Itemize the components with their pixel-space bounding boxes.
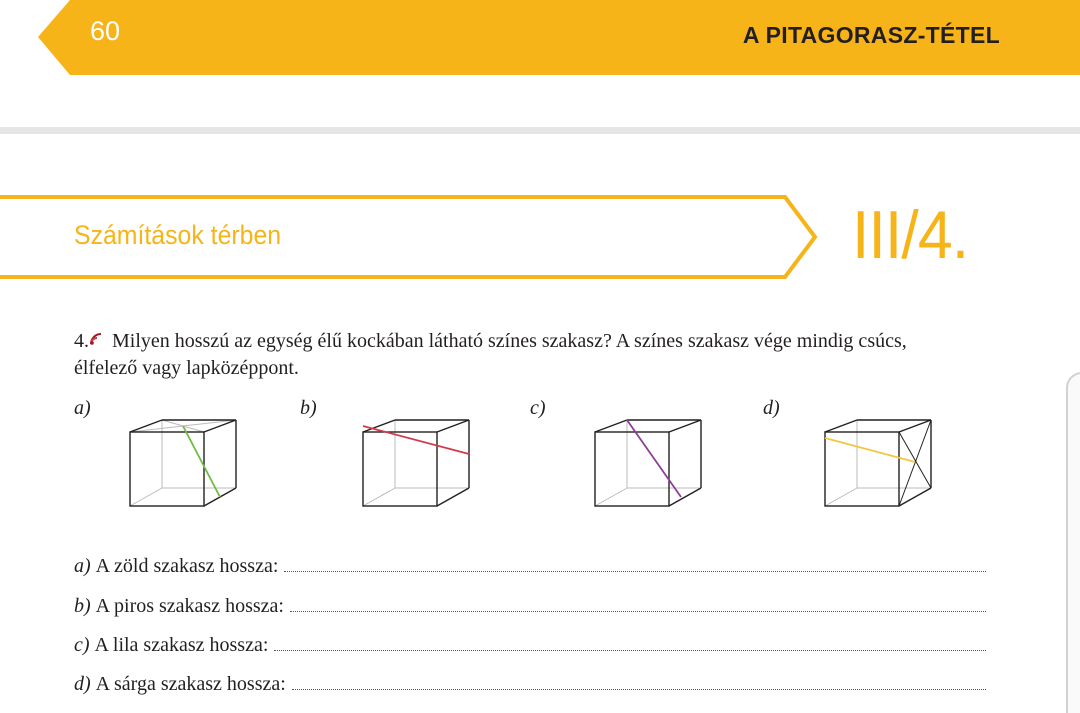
- page-number: 60: [90, 16, 121, 46]
- page-header: [0, 0, 1080, 75]
- answer-blank-b[interactable]: [290, 611, 986, 612]
- answer-line-a: [74, 555, 986, 578]
- signal-icon: [89, 332, 107, 346]
- answer-blank-d[interactable]: [292, 689, 986, 690]
- answer-blank-c[interactable]: [274, 650, 986, 651]
- answer-line-c: [74, 634, 986, 657]
- answer-text: A zöld szakasz hossza:: [95, 555, 279, 577]
- section-code: III/4.: [852, 197, 969, 273]
- scrollbar-handle[interactable]: [1066, 372, 1080, 713]
- cube-figure-a: [124, 412, 244, 512]
- task-number: 4.: [74, 330, 89, 352]
- answer-text: A piros szakasz hossza:: [95, 595, 284, 617]
- yellow-segment: [825, 438, 915, 462]
- answer-blank-a[interactable]: [284, 571, 986, 572]
- section-title: Számítások térben: [74, 220, 282, 250]
- answer-letter: b): [74, 595, 91, 617]
- task-text-line1: Milyen hosszú az egység élű kockában látható színes szakasz? A színes szakasz vége mindig csúcs,: [112, 330, 907, 352]
- figure-label-d: d): [763, 397, 780, 419]
- answer-letter: a): [74, 555, 91, 577]
- cube-figure-d: [819, 412, 939, 512]
- task-text-line2: élfelező vagy lapközéppont.: [74, 357, 299, 379]
- answer-line-d: [74, 673, 986, 696]
- divider: [0, 127, 1080, 134]
- answer-letter: d): [74, 673, 91, 695]
- answer-text: A sárga szakasz hossza:: [95, 673, 286, 695]
- task-statement: [74, 328, 1004, 382]
- chapter-title: A PITAGORASZ-TÉTEL: [742, 22, 1000, 48]
- red-segment: [363, 426, 469, 454]
- green-segment: [183, 426, 220, 497]
- figure-label-b: b): [300, 397, 317, 419]
- answer-text: A lila szakasz hossza:: [94, 634, 269, 656]
- figure-label-c: c): [530, 397, 546, 419]
- answer-letter: c): [74, 634, 90, 656]
- cube-figure-c: [589, 412, 709, 512]
- cube-figure-b: [357, 412, 477, 512]
- answer-line-b: [74, 595, 986, 618]
- figure-label-a: a): [74, 397, 91, 419]
